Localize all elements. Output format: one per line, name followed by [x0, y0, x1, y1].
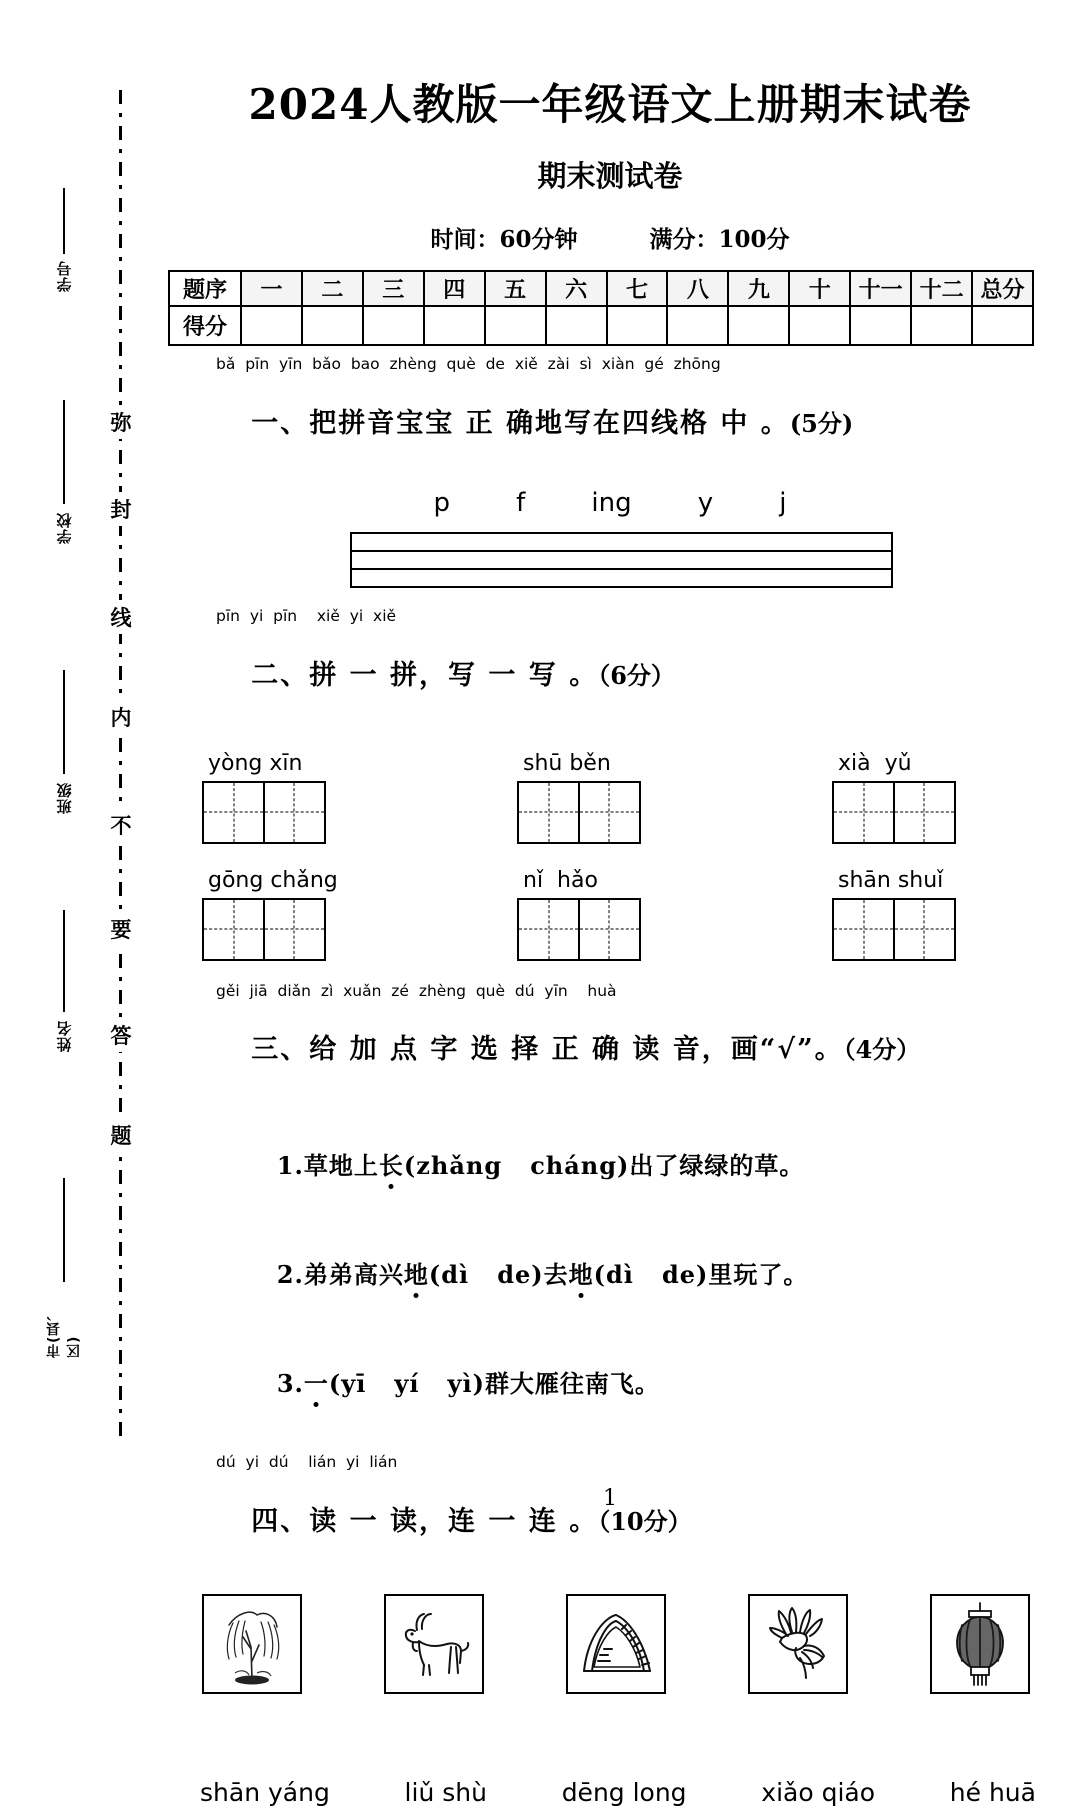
score-cell-total[interactable] — [972, 306, 1033, 345]
seal-line-dash — [119, 1422, 122, 1436]
score-cell-9[interactable] — [728, 306, 789, 345]
word-label-shanyang[interactable]: shān yáng — [200, 1778, 330, 1807]
tianzige-cell[interactable] — [578, 898, 641, 961]
seal-char: 内 — [104, 700, 138, 734]
seal-char: 题 — [104, 1118, 138, 1152]
col-12: 十二 — [911, 271, 972, 306]
seal-line-dash — [119, 1170, 122, 1184]
tianzige-cell[interactable] — [202, 781, 265, 844]
item-pre: 弟弟高兴 — [303, 1259, 404, 1289]
section-1-heading-text: 一、把拼音宝宝 正 确地写在四线格 中 。 — [251, 407, 790, 439]
section-4-heading-text: 四、读 一 读，连 一 连 。 — [251, 1505, 599, 1537]
item-number: 2. — [276, 1259, 304, 1289]
seal-line-dash — [119, 450, 122, 464]
margin-rule — [63, 400, 65, 504]
score-cell-6[interactable] — [546, 306, 607, 345]
col-total: 总分 — [972, 271, 1033, 306]
seal-line-dash — [119, 1314, 122, 1328]
dotted-char-2: 地 — [569, 1255, 594, 1290]
section-2-heading-text: 二、拼 一 拼，写 一 写 。 — [251, 660, 599, 692]
col-4: 四 — [424, 271, 485, 306]
word-pinyin: shū běn — [523, 750, 611, 776]
seal-line-dash — [119, 1062, 122, 1076]
picture-row — [202, 1594, 1030, 1694]
margin-label-student-number: 学号 — [55, 260, 74, 292]
seal-line-dash — [119, 1229, 122, 1233]
seal-line-dash — [119, 1409, 122, 1413]
seal-line-dash — [119, 1265, 122, 1269]
margin-label-name: 姓名 — [55, 1020, 74, 1052]
dotted-char: 长 — [379, 1146, 404, 1181]
bridge-icon — [574, 1605, 658, 1683]
seal-char: 不 — [104, 808, 138, 842]
word-pinyin: nǐ hǎo — [523, 867, 598, 893]
word-item — [202, 868, 392, 961]
seal-line-dash — [119, 185, 122, 189]
seal-line-dash — [119, 1098, 122, 1112]
section-3-points: （4分） — [843, 1035, 921, 1065]
seal-char: 要 — [104, 912, 138, 946]
dotted-char: 地 — [404, 1255, 429, 1290]
item-choices[interactable]: (dì de) — [428, 1259, 544, 1289]
seal-line-dash — [119, 149, 122, 153]
dotted-char: 一 — [304, 1364, 329, 1399]
seal-line-dash — [119, 869, 122, 873]
seal-line-dash — [119, 1206, 122, 1220]
margin-rule — [63, 188, 65, 254]
seal-line-dash — [119, 1278, 122, 1292]
section-2-pinyin: pīn yi pīn xiě yi xiě — [216, 607, 397, 626]
word-label-xiaoqiao[interactable]: xiǎo qiáo — [761, 1778, 876, 1807]
seal-line-dash — [119, 1350, 122, 1364]
picture-box-goat[interactable] — [384, 1594, 484, 1694]
seal-line-dash — [119, 653, 122, 657]
item-post: 群大雁往南飞。 — [484, 1368, 660, 1398]
word-label-denglong[interactable]: dēng long — [561, 1778, 687, 1807]
tianzige-cell[interactable] — [578, 781, 641, 844]
goat-icon — [393, 1603, 475, 1685]
seal-line-dash — [119, 1373, 122, 1377]
section-2-title — [160, 625, 1060, 726]
item-post: 去 — [543, 1259, 569, 1289]
tianzige-cell[interactable] — [832, 898, 895, 961]
seal-line-dash — [119, 270, 122, 284]
score-cell-4[interactable] — [424, 306, 485, 345]
word-item — [202, 751, 392, 844]
item-pre: 草地上 — [303, 1150, 379, 1180]
seal-char: 弥 — [104, 405, 138, 439]
col-10: 十 — [789, 271, 850, 306]
seal-line-dash — [119, 1386, 122, 1400]
four-line-grid[interactable] — [350, 532, 893, 588]
seal-line-dash — [119, 342, 122, 356]
score-cell-10[interactable] — [789, 306, 850, 345]
col-7: 七 — [607, 271, 668, 306]
seal-line-dash — [119, 1337, 122, 1341]
seal-line-dash — [119, 306, 122, 320]
section-1-title — [160, 373, 1060, 474]
seal-line-dash — [119, 689, 122, 693]
word-pinyin: yòng xīn — [208, 750, 303, 776]
seal-line-dash — [119, 1301, 122, 1305]
seal-line-dash — [119, 1193, 122, 1197]
seal-line-dash — [119, 113, 122, 117]
section-4-points: （10分） — [598, 1506, 692, 1536]
tianzige[interactable] — [202, 781, 392, 844]
score-cell-3[interactable] — [363, 306, 424, 345]
seal-char: 封 — [104, 492, 138, 526]
seal-line-dash — [119, 990, 122, 1004]
score-cell-8[interactable] — [667, 306, 728, 345]
section-3-title — [160, 1000, 1060, 1101]
tianzige-cell[interactable] — [263, 898, 326, 961]
tianzige[interactable] — [517, 781, 707, 844]
section-1-points: (5分) — [789, 408, 854, 438]
table-row-question-order — [169, 271, 1033, 306]
word-pinyin: shān shuǐ — [838, 867, 944, 893]
score-cell-2[interactable] — [302, 306, 363, 345]
word-item — [832, 868, 1022, 961]
time-label: 时间：60分钟 — [430, 226, 578, 253]
word-pinyin: gōng chǎng — [208, 867, 338, 893]
question-item-3 — [202, 1335, 1060, 1428]
col-11: 十一 — [850, 271, 911, 306]
exam-meta — [160, 221, 1060, 254]
seal-line-dash — [119, 1242, 122, 1256]
seal-line-dash — [119, 545, 122, 549]
seal-line-dash — [119, 846, 122, 860]
col-1: 一 — [241, 271, 302, 306]
item-choices[interactable]: (zhǎng cháng) — [403, 1150, 630, 1180]
seal-line-dash — [119, 797, 122, 801]
col-3: 三 — [363, 271, 424, 306]
seal-line-dash — [119, 1013, 122, 1017]
word-item — [517, 868, 707, 961]
grid-line — [352, 568, 891, 570]
col-8: 八 — [667, 271, 728, 306]
seal-line-dash — [119, 905, 122, 909]
col-5: 五 — [485, 271, 546, 306]
table-row-score — [169, 306, 1033, 345]
margin-rule — [63, 1178, 65, 1282]
tianzige[interactable] — [832, 781, 1022, 844]
section-1 — [160, 356, 1060, 588]
item-post: 出了绿绿的草。 — [629, 1150, 805, 1180]
tianzige-cell[interactable] — [893, 781, 956, 844]
margin-label-school: 学校 — [55, 512, 74, 544]
margin-label-city: 市(县、区) — [46, 1305, 82, 1358]
seal-line-dash — [119, 257, 122, 261]
item-choices[interactable]: (yī yí yì) — [328, 1368, 485, 1398]
word-label-hehua[interactable]: hé huā — [949, 1778, 1036, 1807]
row-header-question-order: 题序 — [169, 271, 241, 306]
tianzige[interactable] — [832, 898, 1022, 961]
seal-line-dash — [119, 162, 122, 176]
score-cell-11[interactable] — [850, 306, 911, 345]
left-margin — [0, 0, 160, 1527]
lantern-icon — [945, 1599, 1015, 1689]
score-table — [168, 270, 1034, 346]
exam-body — [160, 0, 1060, 1807]
margin-rule — [63, 910, 65, 1012]
section-1-pinyin: bǎ pīn yīn bǎo bao zhèng què de xiě zài sì xiàn gé zhōng — [216, 355, 721, 373]
seal-char: 线 — [104, 600, 138, 634]
tianzige[interactable] — [202, 898, 392, 961]
seal-char: 答 — [104, 1018, 138, 1052]
picture-label-row — [200, 1778, 1036, 1807]
page-subtitle: 期末测试卷 — [537, 159, 683, 193]
score-cell-7[interactable] — [607, 306, 668, 345]
seal-line-dash — [119, 882, 122, 896]
section-4-pinyin: dú yi dú lián yi lián — [216, 1452, 398, 1471]
tianzige-cell[interactable] — [517, 898, 580, 961]
page-number: 1 — [603, 1486, 617, 1511]
seal-line-dash — [119, 774, 122, 788]
item-choices-2[interactable]: (dì de) — [593, 1259, 709, 1289]
question-item-2 — [202, 1226, 1060, 1319]
margin-rule — [63, 670, 65, 774]
seal-line-dash — [119, 90, 122, 104]
seal-line-dash — [119, 126, 122, 140]
total-score-label: 满分：100分 — [649, 226, 790, 253]
seal-line-dash — [119, 581, 122, 585]
tianzige[interactable] — [517, 898, 707, 961]
tianzige-cell[interactable] — [517, 781, 580, 844]
grid-line — [352, 550, 891, 552]
word-grid-row-1 — [160, 751, 1060, 844]
word-grid-row-2 — [160, 868, 1060, 961]
tianzige-cell[interactable] — [263, 781, 326, 844]
item-number: 1. — [276, 1150, 304, 1180]
tianzige-cell[interactable] — [893, 898, 956, 961]
page-title: 2024人教版一年级语文上册期末试卷 — [248, 80, 972, 129]
willow-tree-icon — [213, 1601, 291, 1687]
word-pinyin: xià yǔ — [838, 750, 912, 776]
col-2: 二 — [302, 271, 363, 306]
seal-line-dash — [119, 666, 122, 680]
item-post-2: 里玩了。 — [708, 1259, 809, 1289]
seal-line-dash — [119, 378, 122, 392]
section-2-points: （6分） — [598, 661, 675, 691]
seal-line-dash — [119, 977, 122, 981]
seal-line-dash — [119, 954, 122, 968]
seal-line — [119, 90, 122, 1440]
picture-box-willow[interactable] — [202, 1594, 302, 1694]
row-header-score: 得分 — [169, 306, 241, 345]
section-2 — [160, 608, 1060, 960]
score-cell-1[interactable] — [241, 306, 302, 345]
seal-line-dash — [119, 1085, 122, 1089]
seal-line-dash — [119, 473, 122, 477]
word-item — [517, 751, 707, 844]
item-number: 3. — [276, 1368, 304, 1398]
seal-line-dash — [119, 329, 122, 333]
section-1-letters: p f ing y j — [433, 488, 787, 519]
lotus-flower-icon — [758, 1602, 838, 1686]
seal-line-dash — [119, 221, 122, 225]
section-3-pinyin: gěi jiā diǎn zì xuǎn zé zhèng què dú yīn huà — [216, 981, 617, 1000]
picture-box-lantern[interactable] — [930, 1594, 1030, 1694]
section-3-heading-text: 三、给 加 点 字 选 择 正 确 读 音，画“√”。 — [251, 1034, 844, 1066]
score-cell-5[interactable] — [485, 306, 546, 345]
seal-line-dash — [119, 1157, 122, 1161]
word-label-liushu[interactable]: liǔ shù — [404, 1778, 487, 1807]
picture-box-lotus[interactable] — [748, 1594, 848, 1694]
section-3 — [160, 983, 1060, 1428]
col-9: 九 — [728, 271, 789, 306]
picture-box-bridge[interactable] — [566, 1594, 666, 1694]
tianzige-cell[interactable] — [202, 898, 265, 961]
seal-line-dash — [119, 293, 122, 297]
margin-label-class: 班级 — [55, 782, 74, 814]
score-cell-12[interactable] — [911, 306, 972, 345]
seal-line-dash — [119, 198, 122, 212]
seal-line-dash — [119, 365, 122, 369]
seal-line-dash — [119, 761, 122, 765]
tianzige-cell[interactable] — [832, 781, 895, 844]
seal-line-dash — [119, 738, 122, 752]
word-item — [832, 751, 1022, 844]
seal-line-dash — [119, 558, 122, 572]
col-6: 六 — [546, 271, 607, 306]
question-item-1 — [202, 1117, 1060, 1210]
seal-line-dash — [119, 234, 122, 248]
